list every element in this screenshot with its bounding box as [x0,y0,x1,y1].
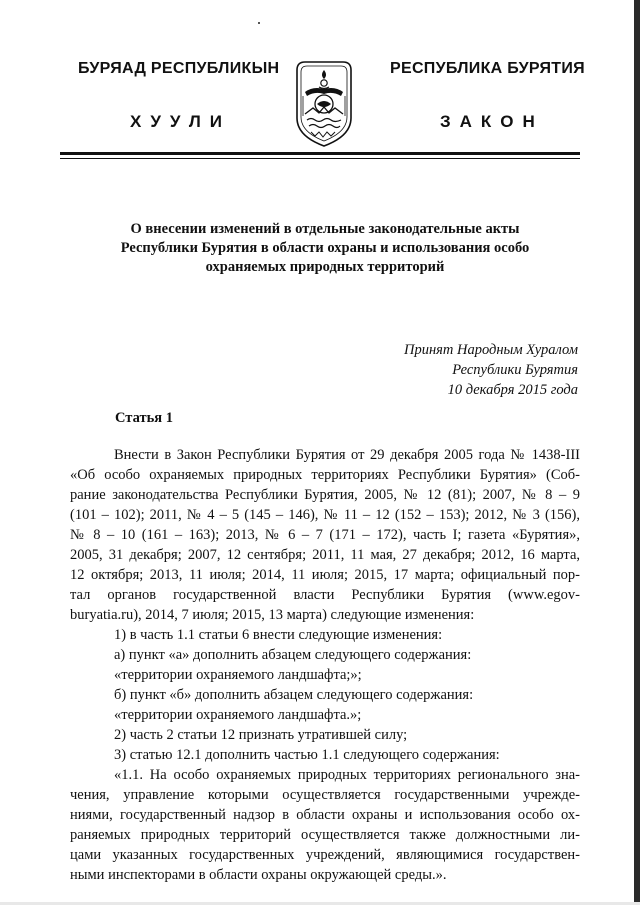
body-line: 2) часть 2 статьи 12 признать утратившей силу; [114,727,408,743]
body-line: (101 – 102); 2011, № 4 – 5 (145 – 146), № 11 – 12 (152 – 153); 2012, № 3 (156), [70,507,580,523]
header-right-bottom: ЗАКОН [440,112,544,131]
law-body [70,445,580,885]
body-line: № 8 – 10 (161 – 163); 2013, № 6 – 7 (171 – 172), часть I; газета «Бурятия», [70,527,580,543]
adoption-line: Принят Народным Хуралом [403,342,578,358]
body-line: 2005, 31 декабря; 2007, 12 сентября; 2011, 11 мая, 27 декабря; 2012, 16 марта, [70,547,580,563]
body-line: чения, управление которыми осуществляется государственными учрежде- [70,787,580,803]
body-line: цами указанных государственных учреждений, являющимися государствен- [70,847,580,863]
body-line: buryatia.ru), 2014, 7 июля; 2015, 13 марта) следующие изменения: [70,607,475,623]
body-line: 1) в часть 1.1 статьи 6 внести следующие изменения: [114,627,443,643]
body-line: ными инспекторами в области охраны окружающей среды.». [70,867,447,883]
title-line: охраняемых природных территорий [205,259,445,275]
header-left-bottom: ХУУЛИ [130,112,231,131]
title-line: О внесении изменений в отдельные законодательные акты [130,221,520,237]
article-heading: Статья 1 [115,410,173,426]
body-line: 3) статью 12.1 дополнить частью 1.1 следующего содержания: [114,747,500,763]
body-line: тал органов государственной власти Республики Бурятия (www.egov- [70,587,580,603]
header-left-top: БУРЯАД РЕСПУБЛИКЫН [78,60,280,77]
adoption-note [330,340,578,400]
body-line: «территории охраняемого ландшафта.»; [114,707,362,723]
scan-edge-shadow [634,0,640,905]
body-line: ниями, государственный надзор в области охраны и использования особо ох- [70,807,580,823]
adoption-line: 10 декабря 2015 года [447,382,578,398]
adoption-line: Республики Бурятия [452,362,578,378]
body-line: раняемых природных территорий осуществляется также должностными ли- [70,827,580,843]
body-line: 12 октября; 2013, 11 июля; 2014, 11 июля; 2015, 17 марта; официальный пор- [70,567,580,583]
header-rule-thick [60,152,580,155]
body-line: «территории охраняемого ландшафта;»; [114,667,362,683]
body-line: а) пункт «а» дополнить абзацем следующего содержания: [114,647,472,663]
law-title [90,220,560,277]
body-line: «1.1. На особо охраняемых природных территориях регионального зна- [114,767,580,783]
body-line: Внести в Закон Республики Бурятия от 29 декабря 2005 года № 1438-III [114,447,580,463]
title-line: Республики Бурятия в области охраны и использования особо [120,240,530,256]
coat-of-arms-icon [293,56,355,148]
body-line: «Об особо охраняемых природных территориях Республики Бурятия» (Соб- [70,467,580,483]
body-line: б) пункт «б» дополнить абзацем следующего содержания: [114,687,474,703]
body-line: рание законодательства Республики Бурятия, 2005, № 12 (81); 2007, № 8 – 9 [70,487,580,503]
header-right-top: РЕСПУБЛИКА БУРЯТИЯ [390,60,585,77]
scan-speck [258,22,260,24]
header-rule-thin [60,158,580,159]
